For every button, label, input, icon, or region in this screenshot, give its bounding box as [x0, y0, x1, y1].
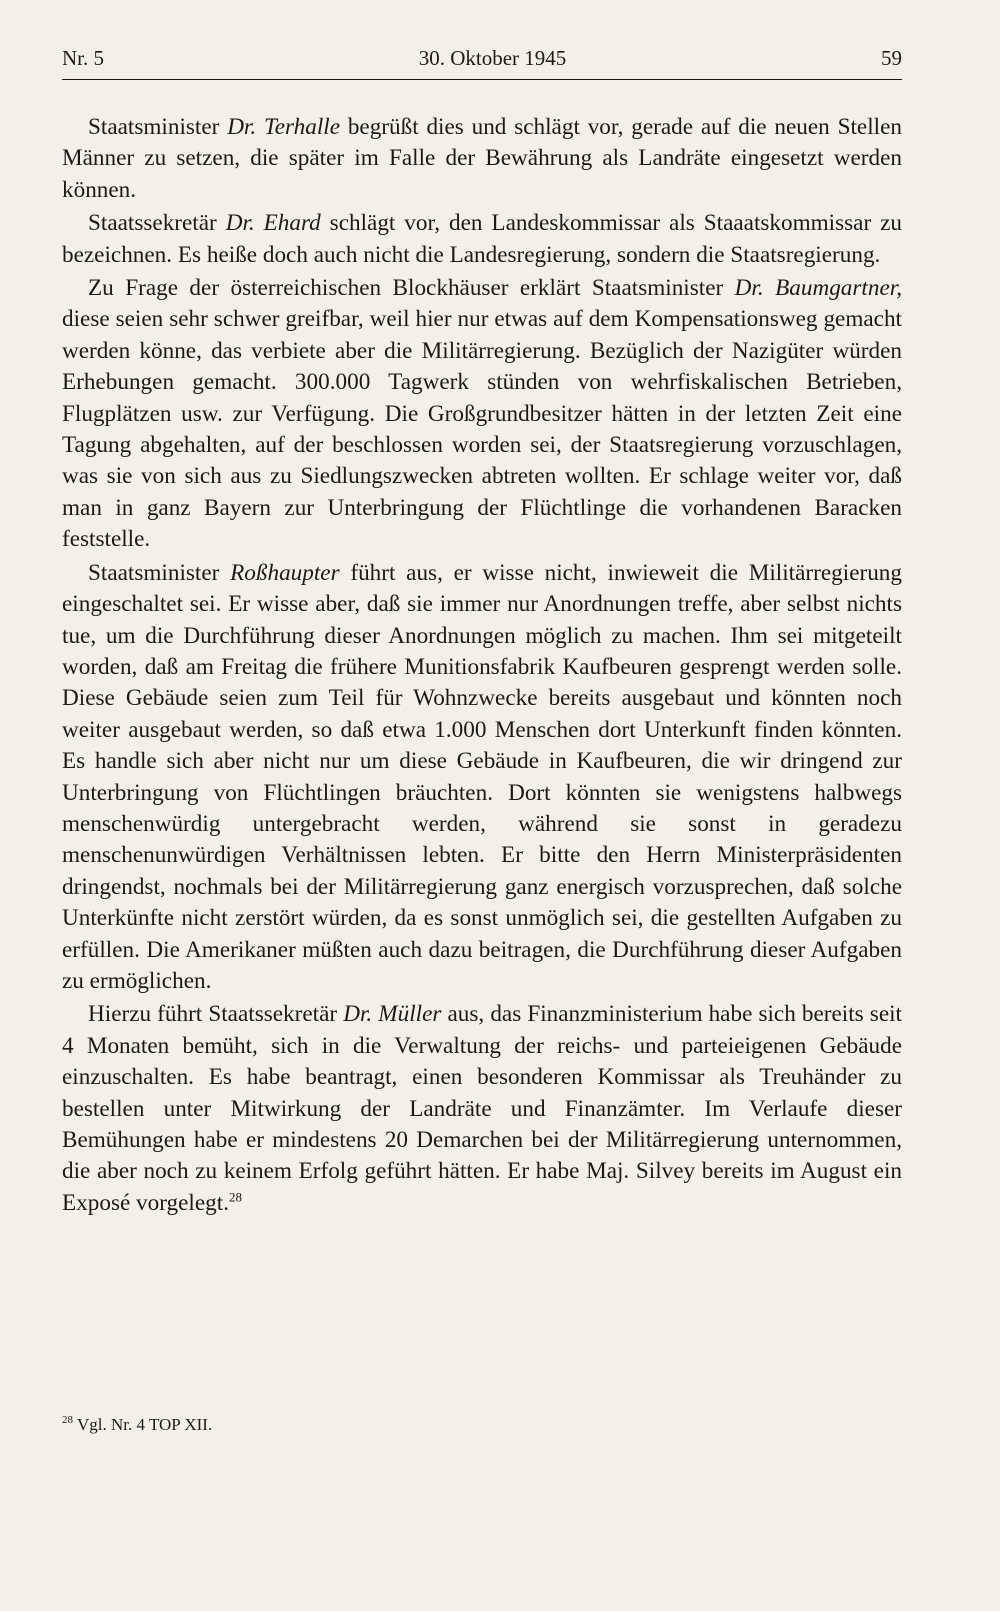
- text-run: Zu Frage der österreichischen Blockhäuser erklärt Staatsminister: [88, 275, 735, 302]
- text-run: Staatssekretär: [88, 210, 226, 237]
- header-rule: [62, 79, 902, 80]
- text-run: Staatsminister: [88, 114, 228, 140]
- footnote-number: 28: [62, 1414, 73, 1427]
- speaker-name: Roßhaupter: [230, 559, 340, 586]
- text-run: Staatsminister: [88, 559, 231, 586]
- text-run: Hierzu führt Staatssekretär: [88, 1001, 344, 1028]
- header-date: 30. Oktober 1945: [418, 46, 567, 70]
- issue-number: Nr. 5: [62, 46, 104, 70]
- page-number: 59: [880, 46, 902, 70]
- speaker-name: Dr. Müller: [343, 1001, 442, 1028]
- paragraph: [62, 273, 902, 556]
- text-run: diese seien sehr schwer greifbar, weil hier nur etwas auf dem Kompensationsweg gemacht werden könne, das verbiete aber die Militärregierung. Bezüglich der Nazigüter würden Erhebungen gemacht. 300.000 Tagwerk stünden von wehrfiskalischen Betrieben, Flugplätzen usw. zur Verfügung. Die Großgrundbesitzer hätten in der letzten Zeit eine Tagung abgehalten, auf der beschlossen worden sei, der Staatsregierung vorzuschlagen, was sie von sich aus zu Siedlungszwecken abtreten wollten. Er schlage weiter vor, daß man in ganz Bayern zur Unterbringung der Flüchtlinge die vorhandenen Baracken feststelle.: [62, 306, 902, 553]
- text-run: führt aus, er wisse nicht, inwieweit die Militärregierung eingeschaltet sei. Er wisse aber, daß sie immer nur Anordnungen treffe, aber selbst nichts tue, um die Durchführung dieser Anordnungen möglich zu machen. Ihm sei mitgeteilt worden, daß am Freitag die frühere Munitionsfabrik Kaufbeuren gesprengt werden solle. Diese Gebäude seien zum Teil für Wohnzwecke bereits ausgebaut und könnten noch weiter ausgebaut werden, so daß etwa 1.000 Menschen dort Unterkunft finden könnten. Es handle sich aber nicht nur um diese Gebäude in Kaufbeuren, die wir dringend zur Unterbringung von Flüchtlingen bräuchten. Dort könnten sie wenigstens halbwegs menschenwürdig untergebracht werden, während sie sonst in geradezu menschenunwürdigen Verhältnissen lebten. Er bitte den Herrn Ministerpräsidenten dringendst, nochmals bei der Militärregierung ganz energisch vorzusprechen, daß solche Unterkünfte nicht zerstört würden, da es sonst unmöglich sei, die gestellten Aufgaben zu erfüllen. Die Amerikaner müßten auch dazu beitragen, die Durchführung dieser Aufgaben zu ermöglichen.: [62, 559, 902, 994]
- speaker-name: Dr. Terhalle: [227, 114, 341, 140]
- text-run: schlägt vor, den Landeskommissar als Staaatskommissar zu bezeichnen. Es heiße doch auch nicht die Landesregierung, sondern die Staatsregierung.: [62, 210, 903, 268]
- body-text: [62, 112, 902, 1219]
- text-run: aus, das Finanzministerium habe sich bereits seit 4 Monaten bemüht, sich in die Verwaltung der reichs- und parteieigenen Gebäude einzuschalten. Es habe beantragt, einen besonderen Kommissar als Treuhänder zu bestellen unter Mitwirkung der Landräte und Finanzämter. Im Verlaufe dieser Bemühungen habe er mindestens 20 Demarchen bei der Militärregierung unternommen, die aber noch zu keinem Erfolg geführt hätten. Er habe Maj. Silvey bereits im August ein Exposé vorgelegt.: [62, 1001, 902, 1216]
- paragraph: [62, 112, 902, 206]
- paragraph: [62, 558, 902, 998]
- footnote: [62, 1414, 902, 1436]
- footnote-text: Vgl. Nr. 4 TOP XII.: [77, 1415, 213, 1434]
- paragraph: [62, 208, 902, 271]
- text-run: begrüßt dies und schlägt vor, gerade auf die neuen Stellen Männer zu setzen, die später im Falle der Bewährung als Landräte eingesetzt werden können.: [62, 114, 902, 203]
- paragraph: [62, 999, 902, 1219]
- speaker-name: Dr. Ehard: [225, 210, 321, 237]
- speaker-name: Dr. Baumgartner,: [734, 275, 902, 302]
- footnote-reference: 28: [229, 1189, 242, 1205]
- page-header: [62, 46, 902, 71]
